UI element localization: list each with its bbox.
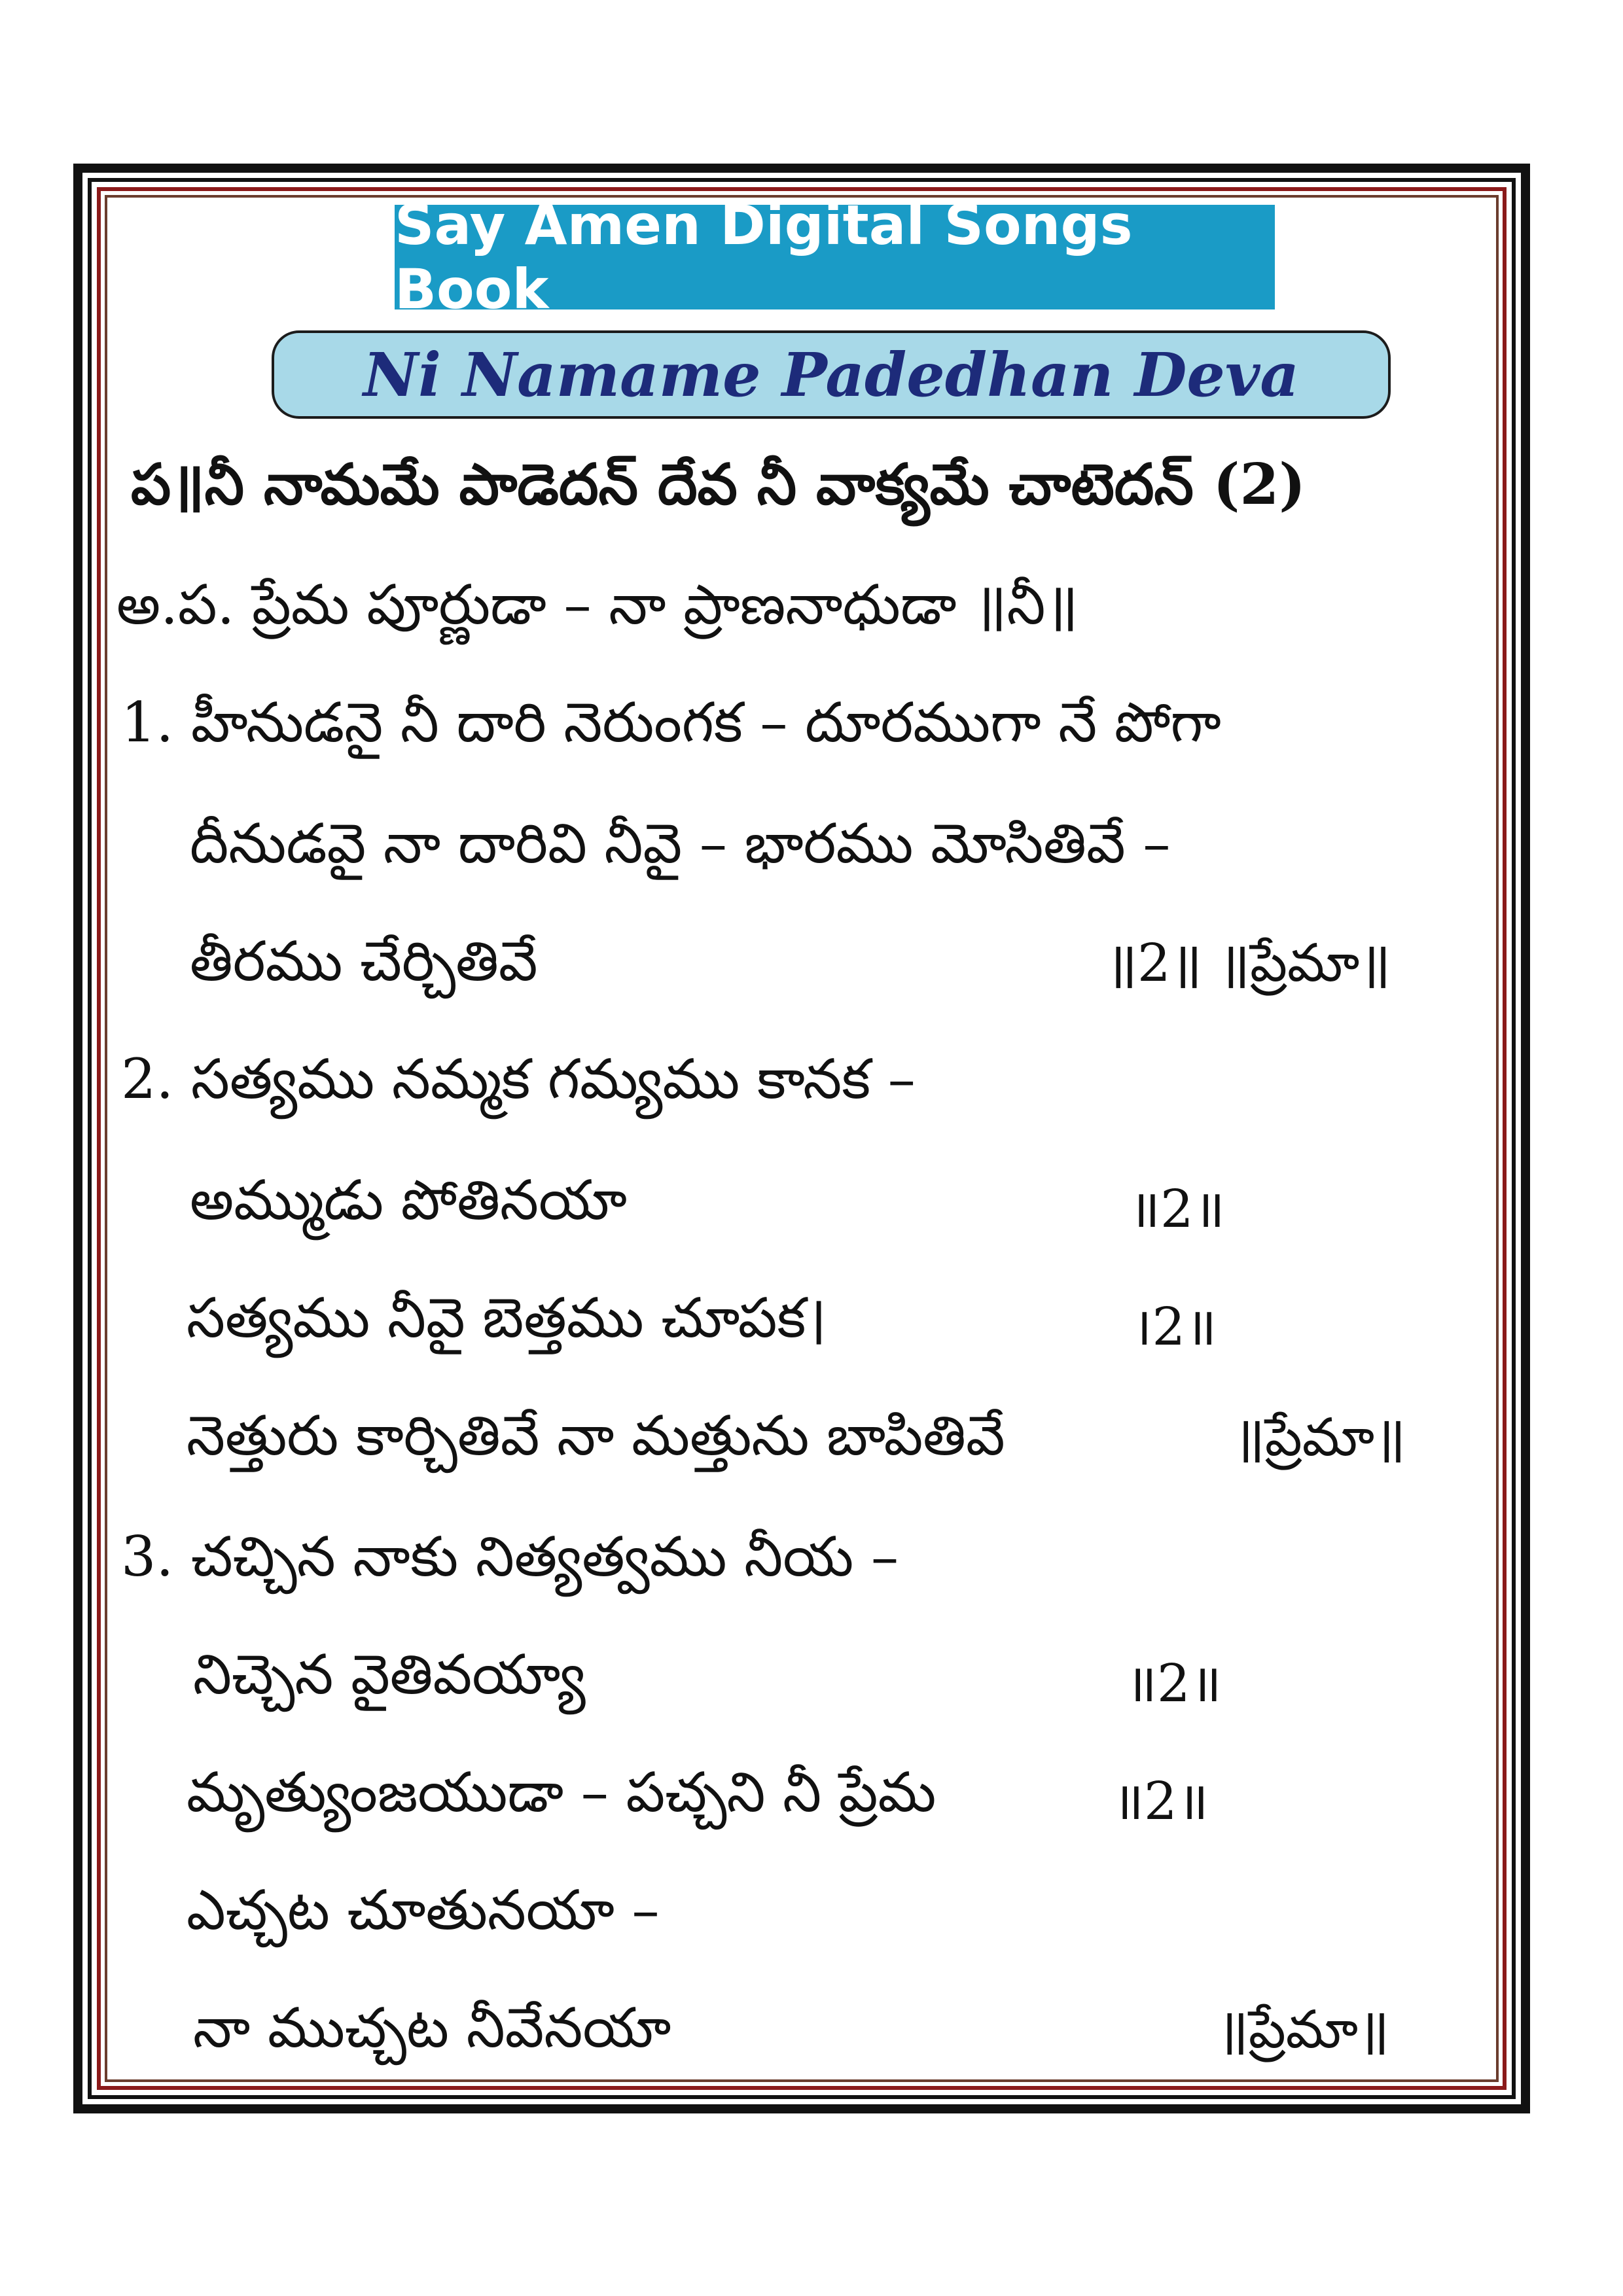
verse-line: మృత్యుంజయుడా – పచ్చని నీ ప్రేమ: [187, 1760, 936, 1824]
pallavi-line: ప॥నీ నామమే పాడెదన్ దేవ నీ వాక్యమే చాటెదన్ (2): [131, 451, 1306, 518]
verse-line: 1. హీనుడనై నీ దారి నెరుంగక – దూరముగా నే పోగా: [121, 690, 1221, 754]
verse-line: 2. సత్యము నమ్మక గమ్యము కానక –: [121, 1047, 916, 1111]
repeat-tag: ॥2॥: [1129, 1178, 1225, 1239]
verse-line: సత్యము నీవై బెత్తము చూపక।: [187, 1286, 827, 1350]
verse-line: అమ్ముడు పోతినయా: [190, 1168, 627, 1232]
verse-line: నా ముచ్చట నీవేనయా: [193, 1996, 671, 2060]
verse-line: నెత్తురు కార్చితివే నా మత్తును బాపితివే: [187, 1404, 1005, 1468]
repeat-tag: ॥2॥: [1126, 1653, 1222, 1714]
song-title: Ni Namame Padedhan Deva: [272, 330, 1391, 419]
repeat-tag: ॥ప్రేమా॥: [1217, 1999, 1390, 2060]
repeat-tag: ।2॥: [1132, 1296, 1217, 1357]
repeat-tag: ॥2॥ ॥ప్రేమా॥: [1106, 932, 1391, 993]
verse-line: ఎచ్చట చూతునయా –: [187, 1878, 660, 1942]
verse-line: తీరము చేర్చితివే: [190, 929, 538, 993]
repeat-tag: ॥2॥: [1113, 1771, 1209, 1831]
anupallavi-line: అ.ప. ప్రేమ పూర్ణుడా – నా ప్రాణనాధుడా ॥నీ॥: [116, 573, 1079, 637]
book-banner: Say Amen Digital Songs Book: [395, 205, 1275, 309]
verse-line: దీనుడవై నా దారివి నీవై – భారము మోసితివే –: [190, 811, 1171, 875]
verse-line: నిచ్చెన వైతివయ్యా: [193, 1642, 586, 1706]
verse-line: 3. చచ్చిన నాకు నిత్యత్వము నీయ –: [121, 1525, 899, 1589]
repeat-tag: ॥ప్రేమా॥: [1234, 1407, 1406, 1468]
